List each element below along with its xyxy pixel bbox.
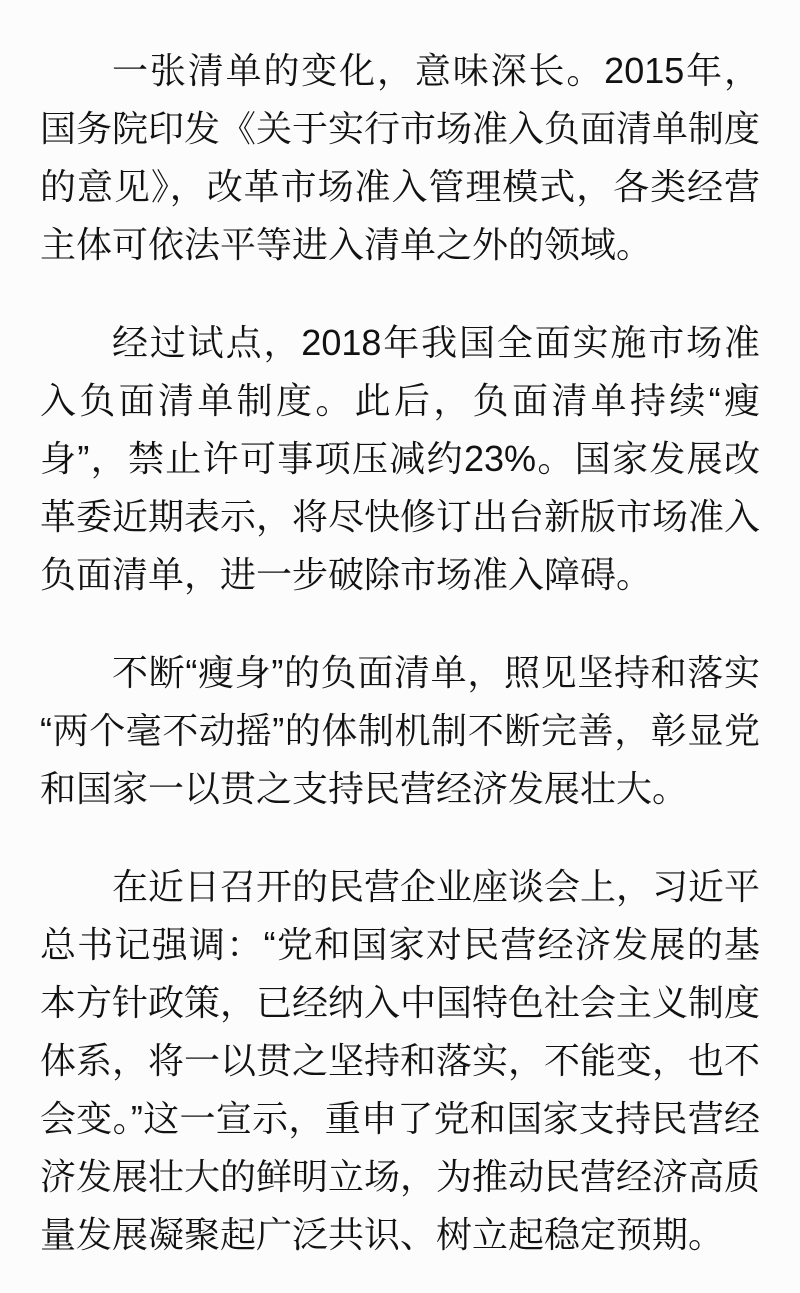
- article-paragraph-4: 在近日召开的民营企业座谈会上，习近平总书记强调：“党和国家对民营经济发展的基本方针政策，已经纳入中国特色社会主义制度体系，将一以贯之坚持和落实，不能变，也不会变。”这一宣示，重申了党和国家支持民营经济发展壮大的鲜明立场，为推动民营经济高质量发展凝聚起广泛共识、树立起稳定预期。: [40, 866, 761, 1255]
- article-paragraph-1: 一张清单的变化，意味深长。2015年，国务院印发《关于实行市场准入负面清单制度的意见》，改革市场准入管理模式，各类经营主体可依法平等进入清单之外的领域。: [40, 50, 761, 265]
- article-paragraph-3: 不断“瘦身”的负面清单，照见坚持和落实“两个毫不动摇”的体制机制不断完善，彰显党和国家一以贯之支持民营经济发展壮大。: [40, 652, 760, 809]
- article-paragraph-2: 经过试点，2018年我国全面实施市场准入负面清单制度。此后，负面清单持续“瘦身”，禁止许可事项压减约23%。国家发展改革委近期表示，将尽快修订出台新版市场准入负面清单，进一步破除市场准入障碍。: [40, 322, 761, 595]
- article-body: [40, 42, 760, 1264]
